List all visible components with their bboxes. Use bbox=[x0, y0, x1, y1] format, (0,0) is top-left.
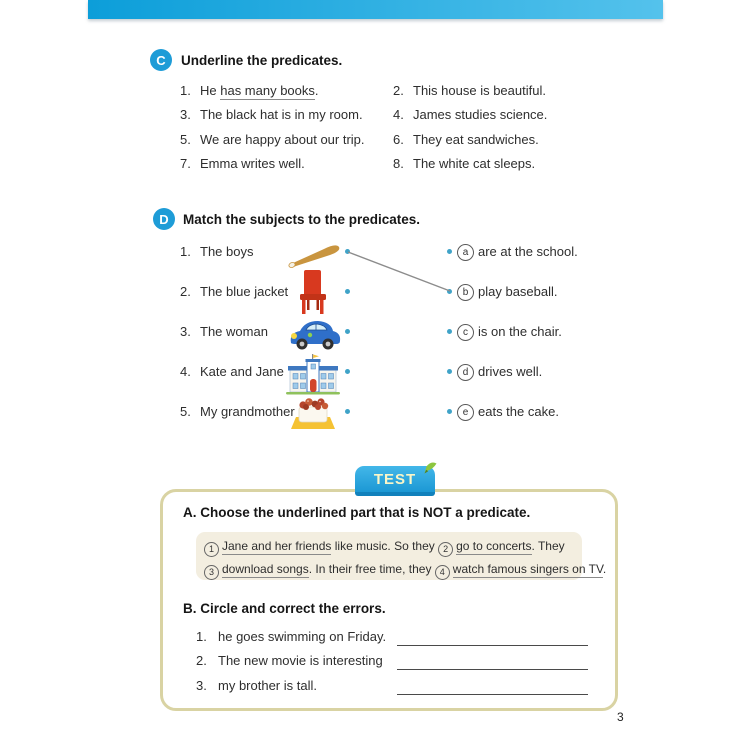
subject-label: The woman bbox=[200, 324, 268, 339]
sentence-text: James studies science. bbox=[413, 107, 548, 122]
predicate-text: eats the cake. bbox=[478, 404, 559, 419]
item-number: 6. bbox=[393, 132, 404, 147]
passage-text: . bbox=[602, 562, 607, 576]
answer-blank-3 bbox=[397, 694, 588, 695]
sentence-text: The white cat sleeps. bbox=[413, 156, 536, 171]
blue-car-image bbox=[288, 317, 342, 351]
circled-number: 3 bbox=[204, 565, 219, 580]
subject-label: The boys bbox=[200, 244, 254, 259]
underlined-predicate: has many books bbox=[220, 83, 315, 98]
item-number: 2. bbox=[393, 83, 404, 98]
option-letter: e bbox=[457, 404, 474, 421]
item-number: 3. bbox=[196, 678, 207, 693]
b-item-2 bbox=[196, 652, 383, 670]
c-item-3 bbox=[180, 106, 363, 124]
test-part-b-title: B. Circle and correct the errors. bbox=[183, 601, 386, 616]
section-c-title: Underline the predicates. bbox=[181, 53, 343, 68]
item-number: 3. bbox=[180, 107, 191, 122]
answer-blank-2 bbox=[397, 669, 588, 670]
sentence-text: . bbox=[314, 83, 319, 98]
test-part-a-title: A. Choose the underlined part that is NOT a predicate. bbox=[183, 505, 531, 520]
passage-line-1 bbox=[204, 538, 565, 557]
b-item-3 bbox=[196, 677, 317, 695]
passage-line-2 bbox=[204, 561, 606, 580]
c-item-7 bbox=[180, 155, 305, 173]
item-number: 2. bbox=[180, 284, 191, 299]
error-sentence: my brother is tall. bbox=[218, 678, 317, 693]
sentence bbox=[200, 82, 319, 100]
predicate-text: play baseball. bbox=[478, 284, 558, 299]
school-building-image bbox=[286, 353, 340, 395]
page-header-bar bbox=[88, 0, 663, 19]
circled-number: 2 bbox=[438, 542, 453, 557]
section-d-badge: D bbox=[153, 208, 175, 230]
page-number: 3 bbox=[617, 710, 624, 724]
match-dot-right bbox=[447, 249, 452, 254]
item-number: 3. bbox=[180, 324, 191, 339]
item-number: 8. bbox=[393, 156, 404, 171]
red-chair-image bbox=[296, 269, 330, 315]
subject-label: The blue jacket bbox=[200, 284, 289, 299]
match-dot-left bbox=[345, 289, 350, 294]
item-number: 4. bbox=[180, 364, 191, 379]
passage-text: . In their free time, they bbox=[308, 562, 435, 576]
c-item-5 bbox=[180, 131, 365, 149]
match-dot-right bbox=[447, 369, 452, 374]
item-number: 5. bbox=[180, 404, 191, 419]
match-row-3 bbox=[0, 312, 750, 352]
c-item-1 bbox=[180, 82, 319, 100]
predicate-text: are at the school. bbox=[478, 244, 578, 259]
sentence-text: The black hat is in my room. bbox=[200, 107, 363, 122]
section-d-title: Match the subjects to the predicates. bbox=[183, 212, 421, 227]
c-item-4 bbox=[393, 106, 547, 124]
sentence-text: We are happy about our trip. bbox=[200, 132, 365, 147]
underlined-part: Jane and her friends bbox=[222, 539, 332, 553]
item-number: 2. bbox=[196, 653, 207, 668]
match-dot-right bbox=[447, 329, 452, 334]
item-number: 4. bbox=[393, 107, 404, 122]
match-dot-left bbox=[345, 329, 350, 334]
subject-label: My grandmother bbox=[200, 404, 295, 419]
circled-number: 4 bbox=[435, 565, 450, 580]
answer-blank-1 bbox=[397, 645, 588, 646]
match-row-5 bbox=[0, 392, 750, 432]
c-item-2 bbox=[393, 82, 546, 100]
passage-text: . They bbox=[531, 539, 565, 553]
item-number: 1. bbox=[196, 629, 207, 644]
test-badge-label: TEST bbox=[373, 470, 417, 488]
sentence-text: They eat sandwiches. bbox=[413, 132, 539, 147]
baseball-bat-image bbox=[284, 236, 344, 268]
match-row-2 bbox=[0, 272, 750, 312]
match-dot-right bbox=[447, 289, 452, 294]
error-sentence: The new movie is interesting bbox=[218, 653, 383, 668]
sentence-text: Emma writes well. bbox=[200, 156, 305, 171]
match-dot-right bbox=[447, 409, 452, 414]
item-number: 5. bbox=[180, 132, 191, 147]
sentence-text: This house is beautiful. bbox=[413, 83, 546, 98]
predicate-text: drives well. bbox=[478, 364, 543, 379]
b-item-1 bbox=[196, 628, 386, 646]
sentence-text: He bbox=[200, 83, 221, 98]
test-badge bbox=[355, 466, 435, 496]
pencil-icon bbox=[423, 460, 438, 475]
match-dot-left bbox=[345, 249, 350, 254]
match-row-1 bbox=[0, 232, 750, 272]
underlined-part: go to concerts bbox=[456, 539, 532, 553]
option-letter: a bbox=[457, 244, 474, 261]
item-number: 7. bbox=[180, 156, 191, 171]
subject-label: Kate and Jane bbox=[200, 364, 284, 379]
predicate-text: is on the chair. bbox=[478, 324, 562, 339]
item-number: 1. bbox=[180, 244, 191, 259]
underlined-part: download songs bbox=[222, 562, 309, 576]
option-letter: d bbox=[457, 364, 474, 381]
circled-number: 1 bbox=[204, 542, 219, 557]
item-number: 1. bbox=[180, 83, 191, 98]
c-item-8 bbox=[393, 155, 535, 173]
section-c-badge: C bbox=[150, 49, 172, 71]
match-dot-left bbox=[345, 369, 350, 374]
match-dot-left bbox=[345, 409, 350, 414]
match-row-4 bbox=[0, 352, 750, 392]
error-sentence: he goes swimming on Friday. bbox=[218, 629, 387, 644]
option-letter: c bbox=[457, 324, 474, 341]
cake-image bbox=[288, 393, 338, 431]
option-letter: b bbox=[457, 284, 474, 301]
passage-box bbox=[196, 532, 607, 580]
underlined-part: watch famous singers on TV bbox=[452, 562, 603, 576]
c-item-6 bbox=[393, 131, 539, 149]
passage-text: like music. So they bbox=[331, 539, 439, 553]
